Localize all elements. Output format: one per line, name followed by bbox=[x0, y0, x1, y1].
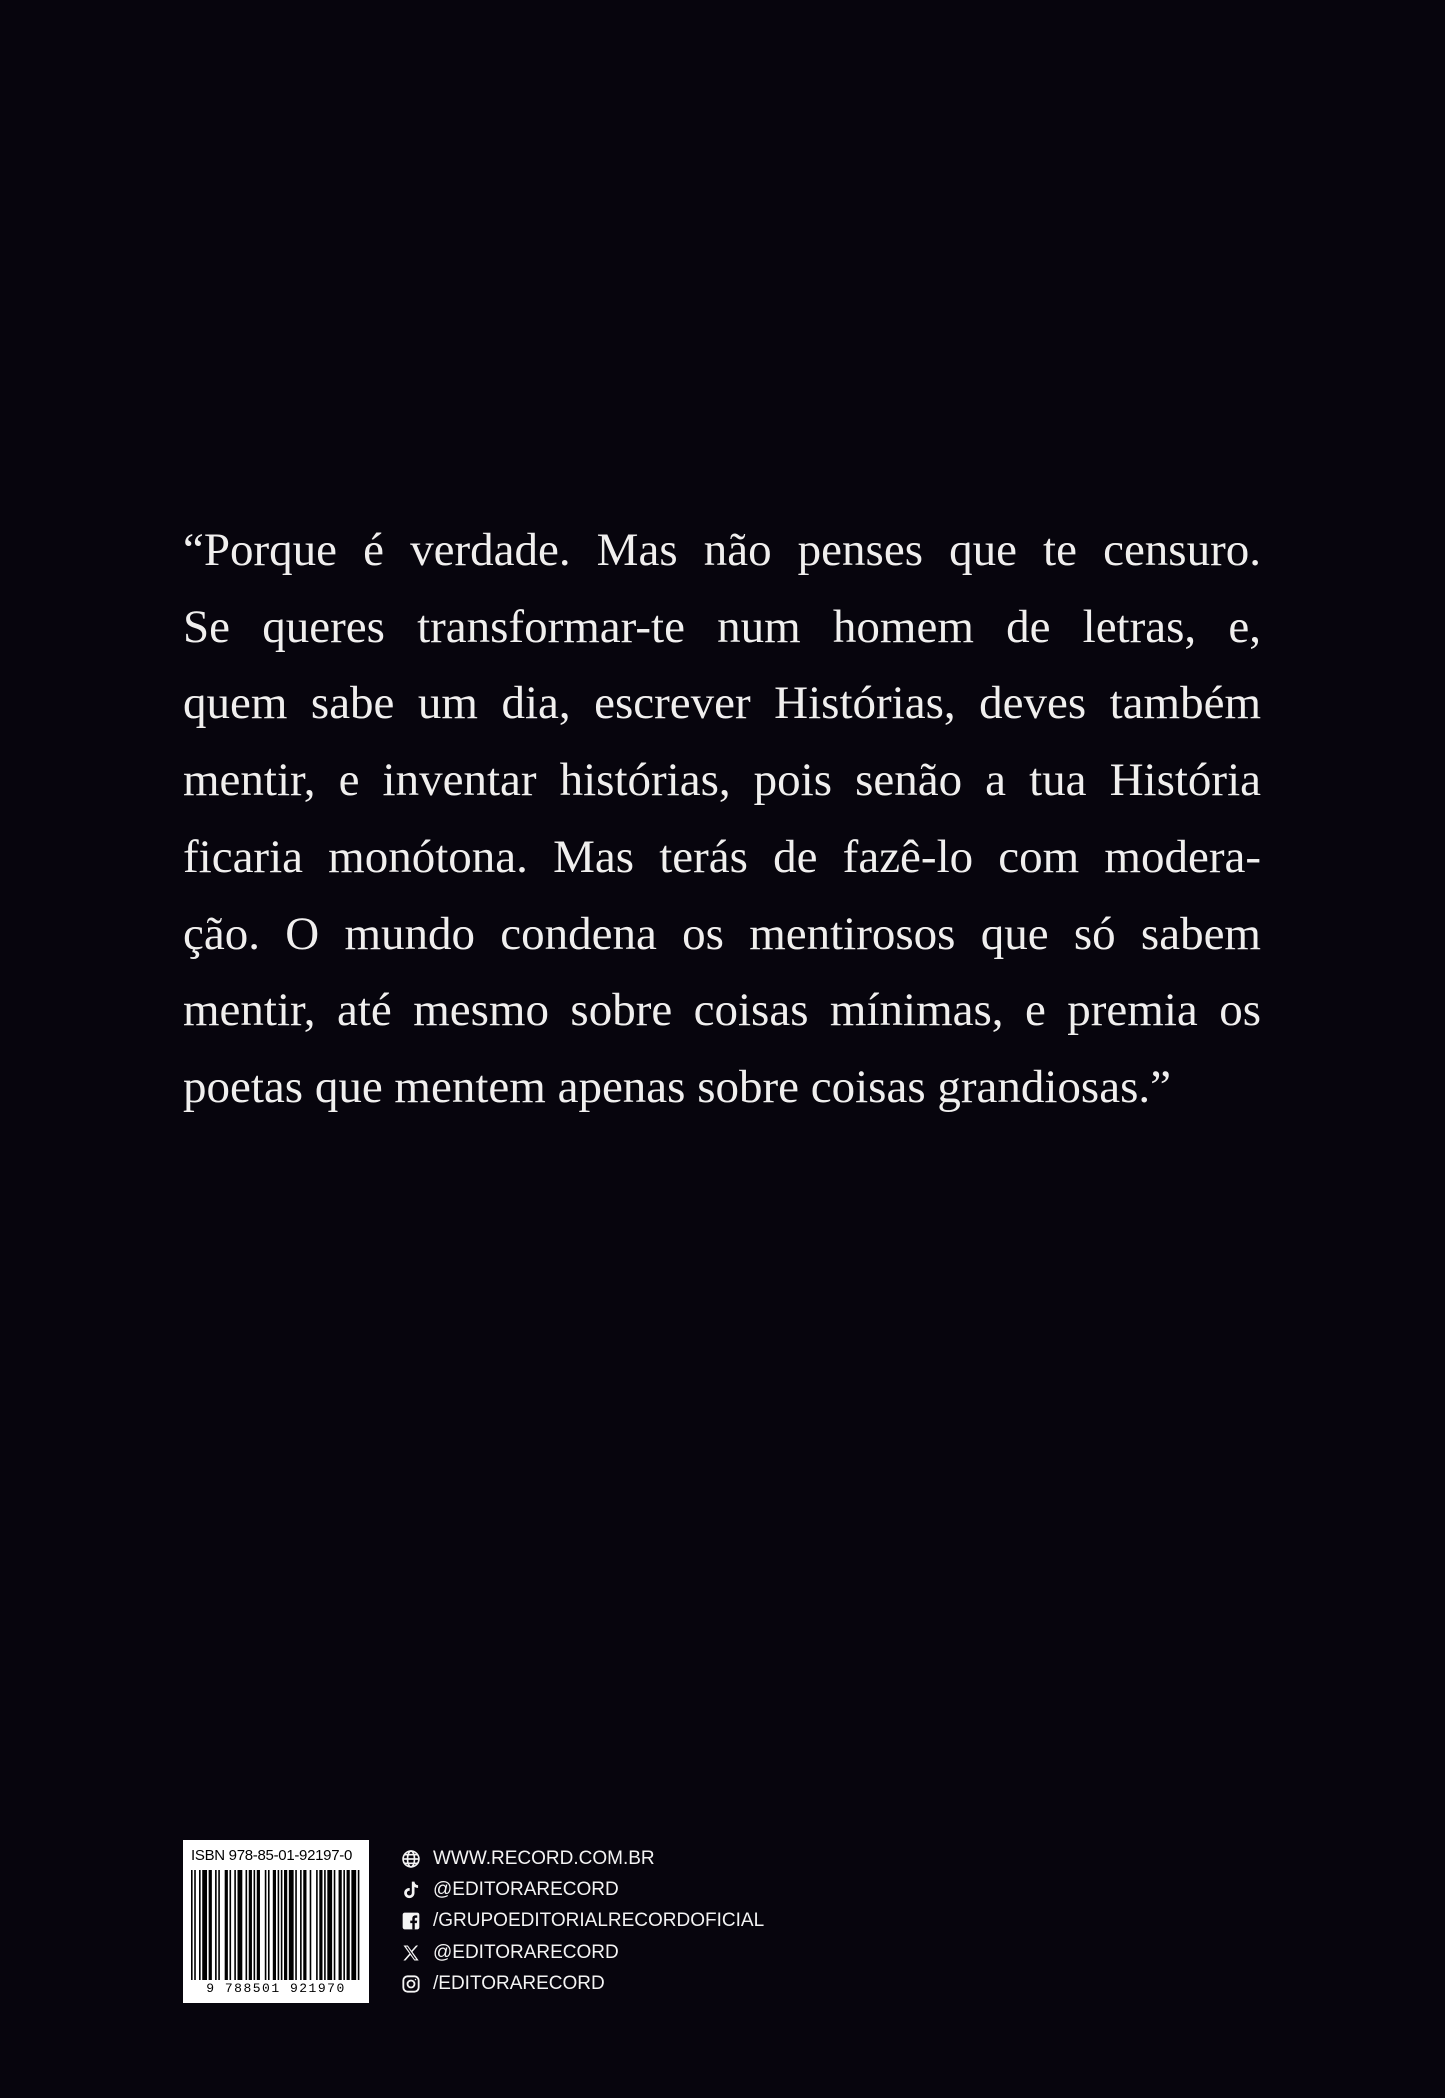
barcode-bar bbox=[191, 1870, 193, 1980]
barcode-bar bbox=[215, 1870, 217, 1980]
barcode-bar bbox=[310, 1870, 312, 1980]
barcode-bar bbox=[334, 1870, 336, 1980]
barcode-bars bbox=[191, 1870, 361, 1980]
barcode-bar bbox=[194, 1870, 196, 1980]
x-icon bbox=[400, 1942, 422, 1964]
barcode-bar bbox=[229, 1870, 231, 1980]
quote-line: “Porque é verdade. Mas não penses que te censuro. bbox=[183, 524, 1261, 576]
tiktok-icon bbox=[400, 1879, 422, 1901]
barcode-bar bbox=[218, 1870, 220, 1980]
quote-line: mentir, e inventar histórias, pois senão a tua História bbox=[183, 754, 1261, 807]
barcode-bar bbox=[202, 1870, 207, 1980]
barcode-bar bbox=[234, 1870, 236, 1980]
quote-line: mentir, até mesmo sobre coisas mínimas, e premia os bbox=[183, 984, 1261, 1037]
quote-line: Se queres transformar-te num homem de letras, e, bbox=[183, 600, 1261, 653]
social-item-label: /EDITORARECORD bbox=[433, 1972, 605, 1994]
social-item-facebook[interactable] bbox=[400, 1906, 764, 1937]
social-item-x[interactable] bbox=[400, 1937, 764, 1968]
barcode-bar bbox=[327, 1870, 332, 1980]
social-item-label: @EDITORARECORD bbox=[433, 1941, 619, 1963]
social-item-tiktok[interactable] bbox=[400, 1874, 764, 1905]
barcode-bar bbox=[249, 1870, 252, 1980]
barcode-bar bbox=[268, 1870, 270, 1980]
barcode-bar bbox=[316, 1870, 318, 1980]
isbn-barcode bbox=[183, 1840, 369, 2003]
social-item-label: @EDITORARECORD bbox=[433, 1878, 619, 1900]
quote-line: poetas que mentem apenas sobre coisas grandiosas.” bbox=[183, 1060, 1171, 1113]
barcode-bar bbox=[265, 1870, 267, 1980]
barcode-digits: 9 788501 921970 bbox=[206, 1981, 346, 1996]
back-cover-quote bbox=[183, 512, 1261, 1126]
barcode-bar bbox=[225, 1870, 228, 1980]
globe-icon bbox=[400, 1848, 422, 1870]
quote-line: ficaria monótona. Mas terás de fazê-lo com modera- bbox=[183, 830, 1261, 883]
barcode-bar bbox=[281, 1870, 283, 1980]
barcode-bar bbox=[284, 1870, 287, 1980]
barcode-bar bbox=[254, 1870, 256, 1980]
instagram-icon bbox=[400, 1973, 422, 1995]
barcode-bar bbox=[238, 1870, 243, 1980]
social-links bbox=[400, 1843, 764, 1999]
social-item-label: /GRUPOEDITORIALRECORDOFICIAL bbox=[433, 1910, 765, 1932]
barcode-bar bbox=[324, 1870, 326, 1980]
barcode-bar bbox=[339, 1870, 342, 1980]
barcode-bar bbox=[257, 1870, 260, 1980]
social-item-website[interactable] bbox=[400, 1843, 764, 1874]
barcode-bar bbox=[273, 1870, 276, 1980]
barcode-bar bbox=[358, 1870, 360, 1980]
facebook-icon bbox=[400, 1910, 422, 1932]
barcode-bar bbox=[246, 1870, 248, 1980]
barcode-bar bbox=[289, 1870, 294, 1980]
barcode-bar bbox=[209, 1870, 212, 1980]
barcode-bar bbox=[278, 1870, 280, 1980]
barcode-bar bbox=[351, 1870, 356, 1980]
isbn-label: ISBN 978-85-01-92197-0 bbox=[191, 1847, 353, 1864]
barcode-bar bbox=[295, 1870, 297, 1980]
social-item-label: WWW.RECORD.COM.BR bbox=[433, 1847, 655, 1869]
social-item-instagram[interactable] bbox=[400, 1968, 764, 1999]
barcode-bar bbox=[303, 1870, 306, 1980]
barcode-bar bbox=[343, 1870, 345, 1980]
barcode-bar bbox=[319, 1870, 322, 1980]
quote-line: ção. O mundo condena os mentirosos que só sabem bbox=[183, 907, 1261, 960]
barcode-bar bbox=[199, 1870, 201, 1980]
barcode-bar bbox=[300, 1870, 302, 1980]
quote-line: quem sabe um dia, escrever Histórias, deves também bbox=[183, 677, 1261, 730]
barcode-bar bbox=[347, 1870, 350, 1980]
